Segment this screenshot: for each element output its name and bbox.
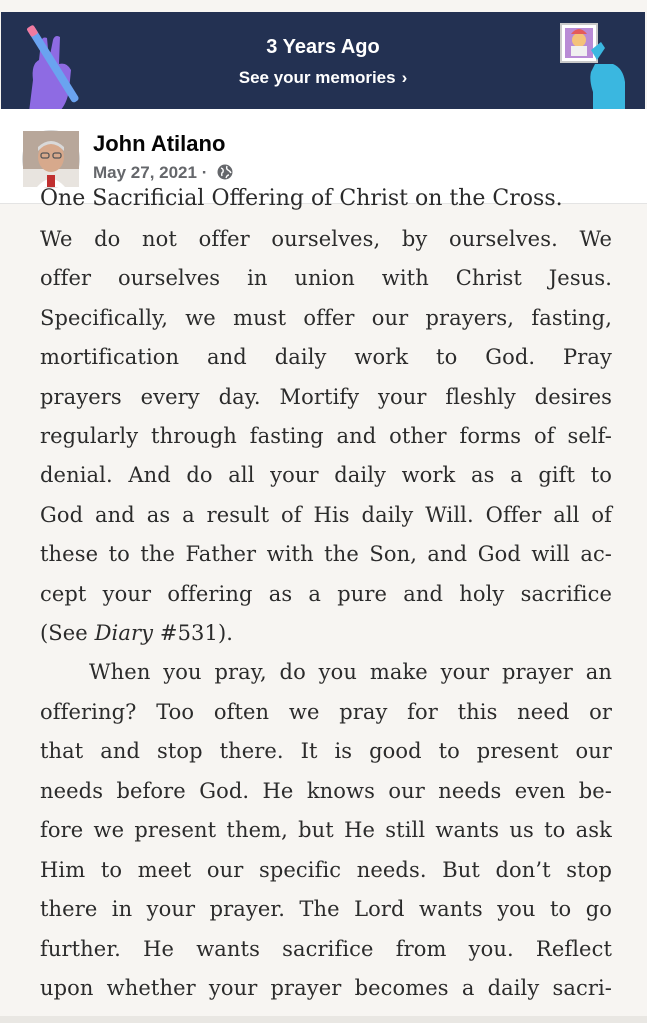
text-line: mortification and daily work to God. Pray xyxy=(40,345,612,369)
text-line: upon whether your prayer becomes a daily sacri- xyxy=(40,976,612,1000)
text-line: denial. And do all your daily work as a gift to xyxy=(40,463,612,487)
text-line-see-diary xyxy=(40,621,612,645)
see-memories-link[interactable] xyxy=(1,68,645,88)
author-name[interactable]: John Atilano xyxy=(93,131,226,156)
globe-icon xyxy=(216,163,234,181)
avatar-photo xyxy=(23,131,79,187)
text-line: further. He wants sacrifice from you. Reflect xyxy=(40,937,612,961)
text-line: God and as a result of His daily Will. Offer all of xyxy=(40,503,612,527)
avatar[interactable] xyxy=(22,130,80,188)
diary-title: Diary xyxy=(94,621,154,645)
text-line: needs before God. He knows our needs even be- xyxy=(40,779,612,803)
post-date[interactable]: May 27, 2021 · xyxy=(93,163,208,182)
text-line: that and stop there. It is good to present our xyxy=(40,739,612,763)
text-line: When you pray, do you make your prayer an xyxy=(89,660,612,684)
see-memories-label: See your memories xyxy=(238,68,396,87)
text-line: these to the Father with the Son, and God will ac- xyxy=(40,542,612,566)
book-page-photo xyxy=(0,186,647,1016)
text-line: there in your prayer. The Lord wants you to go xyxy=(40,897,612,921)
memories-banner[interactable] xyxy=(1,12,645,109)
text-line: prayers every day. Mortify your fleshly desires xyxy=(40,385,612,409)
cut-off-line: One Sacrificial Offering of Christ on the Cross. xyxy=(40,186,563,211)
text-line: offering? Too often we pray for this need or xyxy=(40,700,612,724)
text-line: Specifically, we must offer our prayers, fasting, xyxy=(40,306,612,330)
text-line: offer ourselves in union with Christ Jesus. xyxy=(40,266,612,290)
chevron-right-icon: › xyxy=(401,68,408,87)
text-line: We do not offer ourselves, by ourselves. We xyxy=(40,227,612,251)
hand-holding-pencil-icon xyxy=(19,20,91,112)
see-prefix: (See xyxy=(40,621,95,645)
text-line: cept your offering as a pure and holy sacrifice xyxy=(40,582,612,606)
text-line: regularly through fasting and other forms of self- xyxy=(40,424,612,448)
banner-title: 3 Years Ago xyxy=(266,36,380,58)
hand-holding-photo-icon xyxy=(553,20,637,110)
text-line: fore we present them, but He still wants us to ask xyxy=(40,818,612,842)
page-bottom-edge xyxy=(0,1016,647,1023)
post-meta xyxy=(93,163,234,183)
text-line: Him to meet our specific needs. But don’t stop xyxy=(40,858,612,882)
see-suffix: #531). xyxy=(153,621,234,645)
